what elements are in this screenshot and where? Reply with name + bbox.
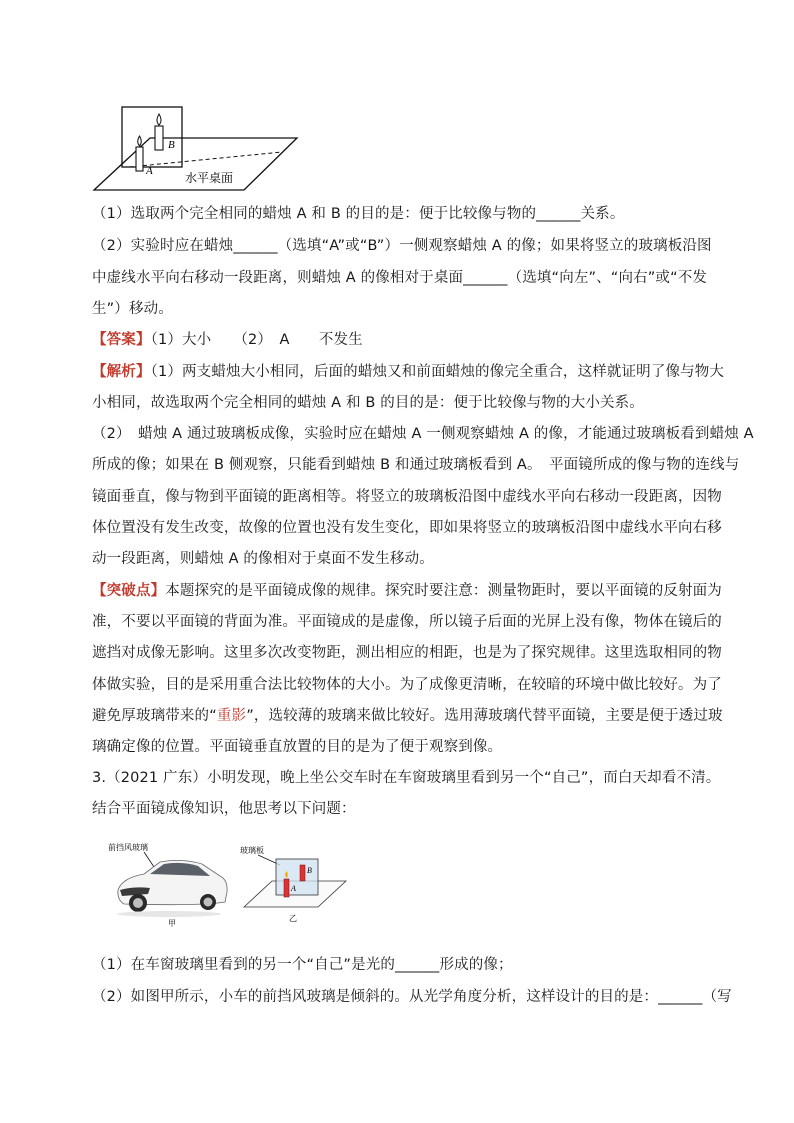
question-3-sub2: （2）如图甲所示，小车的前挡风玻璃是倾斜的。从光学角度分析，这样设计的目的是：______（写 <box>92 989 732 1005</box>
figure-jia-caption: 甲 <box>168 919 176 928</box>
breakthrough-line6: 璃确定像的位置。平面镜垂直放置的目的是为了便于观察到像。 <box>92 739 503 755</box>
analysis-line1 <box>92 362 724 382</box>
label-a: A <box>146 165 153 177</box>
analysis-line3: （2） 蜡烛 A 通过玻璃板成像，实验时应在蜡烛 A 一侧观察蜡烛 A 的像，才能通过玻璃板看到蜡烛 A <box>92 426 754 442</box>
breakthrough-text-5c: ”，选较薄的玻璃来做比较好。选用薄玻璃代替平面镜，主要是便于透过玻 <box>246 708 723 724</box>
analysis-line6: 体位置没有发生改变，故像的位置也没有发生变化，即如果将竖立的玻璃板沿图中虚线水平向右移 <box>92 520 722 536</box>
question-2-line3: 生”）移动。 <box>92 301 173 317</box>
question-3-line1: 3.（2021 广东）小明发现，晚上坐公交车时在车窗玻璃里看到另一个“自己”，而白天却看不清。 <box>92 770 721 786</box>
analysis-line5: 镜面垂直，像与物到平面镜的距离相等。将竖立的玻璃板沿图中虚线水平向右移动一段距离，因物 <box>92 489 722 505</box>
windshield-label: 前挡风玻璃 <box>108 843 148 852</box>
analysis-line4: 所成的像；如果在 B 侧观察，只能看到蜡烛 B 和通过玻璃板看到 A。 平面镜所成的像与物的连线与 <box>92 457 740 473</box>
breakthrough-tag: 【突破点】 <box>92 583 166 599</box>
question-3-sub1: （1）在车窗玻璃里看到的另一个“自己”是光的______形成的像； <box>92 957 513 973</box>
glass-label-a: A <box>291 884 296 893</box>
answer-tag: 【答案】 <box>92 332 151 348</box>
question-2-line1: （2）实验时应在蜡烛______（选填“A”或“B”）一侧观察蜡烛 A 的像；如果将竖立的玻璃板沿图 <box>92 238 712 254</box>
breakthrough-line3: 遮挡对成像无影响。这里多次改变物距，测出相应的相距，也是为了探究规律。这里选取相同的物 <box>92 645 722 661</box>
glass-plate-label: 玻璃板 <box>240 846 264 855</box>
question-3-line2: 结合平面镜成像知识，他思考以下问题： <box>92 801 356 817</box>
analysis-tag: 【解析】 <box>92 364 151 380</box>
breakthrough-text-1: 本题探究的是平面镜成像的规律。探究时要注意：测量物距时，要以平面镜的反射面为 <box>165 583 722 599</box>
car-windshield-figure <box>104 840 234 928</box>
answer-line <box>92 330 363 350</box>
breakthrough-line5 <box>92 706 723 726</box>
breakthrough-line4: 体做实验，目的是采用重合法比较物体的大小。为了成像更清晰，在较暗的环境中做比较好。为了 <box>92 677 722 693</box>
answer-text: （1）大小 （2） A 不发生 <box>150 332 363 348</box>
figure-yi-caption: 乙 <box>289 914 297 923</box>
analysis-text-1: （1）两支蜡烛大小相同，后面的蜡烛又和前面蜡烛的像完全重合，这样就证明了像与物大 <box>150 364 725 380</box>
glass-label-b: B <box>307 866 312 875</box>
label-b: B <box>168 139 175 151</box>
glass-plate-figure <box>238 843 350 925</box>
ghost-image-term: 重影 <box>216 708 247 724</box>
analysis-line7: 动一段距离，则蜡烛 A 的像相对于桌面不发生移动。 <box>92 551 434 567</box>
surface-label: 水平桌面 <box>185 171 234 185</box>
question-1: （1）选取两个完全相同的蜡烛 A 和 B 的目的是：便于比较像与物的______关系。 <box>92 206 625 222</box>
analysis-line2: 小相同，故选取两个完全相同的蜡烛 A 和 B 的目的是：便于比较像与物的大小关系。 <box>92 395 644 411</box>
question-2-line2: 中虚线水平向右移动一段距离，则蜡烛 A 的像相对于桌面______（选填“向左”、“向右”或“不发 <box>92 270 708 286</box>
breakthrough-line1 <box>92 581 722 601</box>
breakthrough-text-5a: 避免厚玻璃带来的“ <box>92 708 217 724</box>
candle-mirror-diagram <box>92 102 302 194</box>
breakthrough-line2: 准，不要以平面镜的背面为准。平面镜成的是虚像，所以镜子后面的光屏上没有像，物体在镜后的 <box>92 614 722 630</box>
